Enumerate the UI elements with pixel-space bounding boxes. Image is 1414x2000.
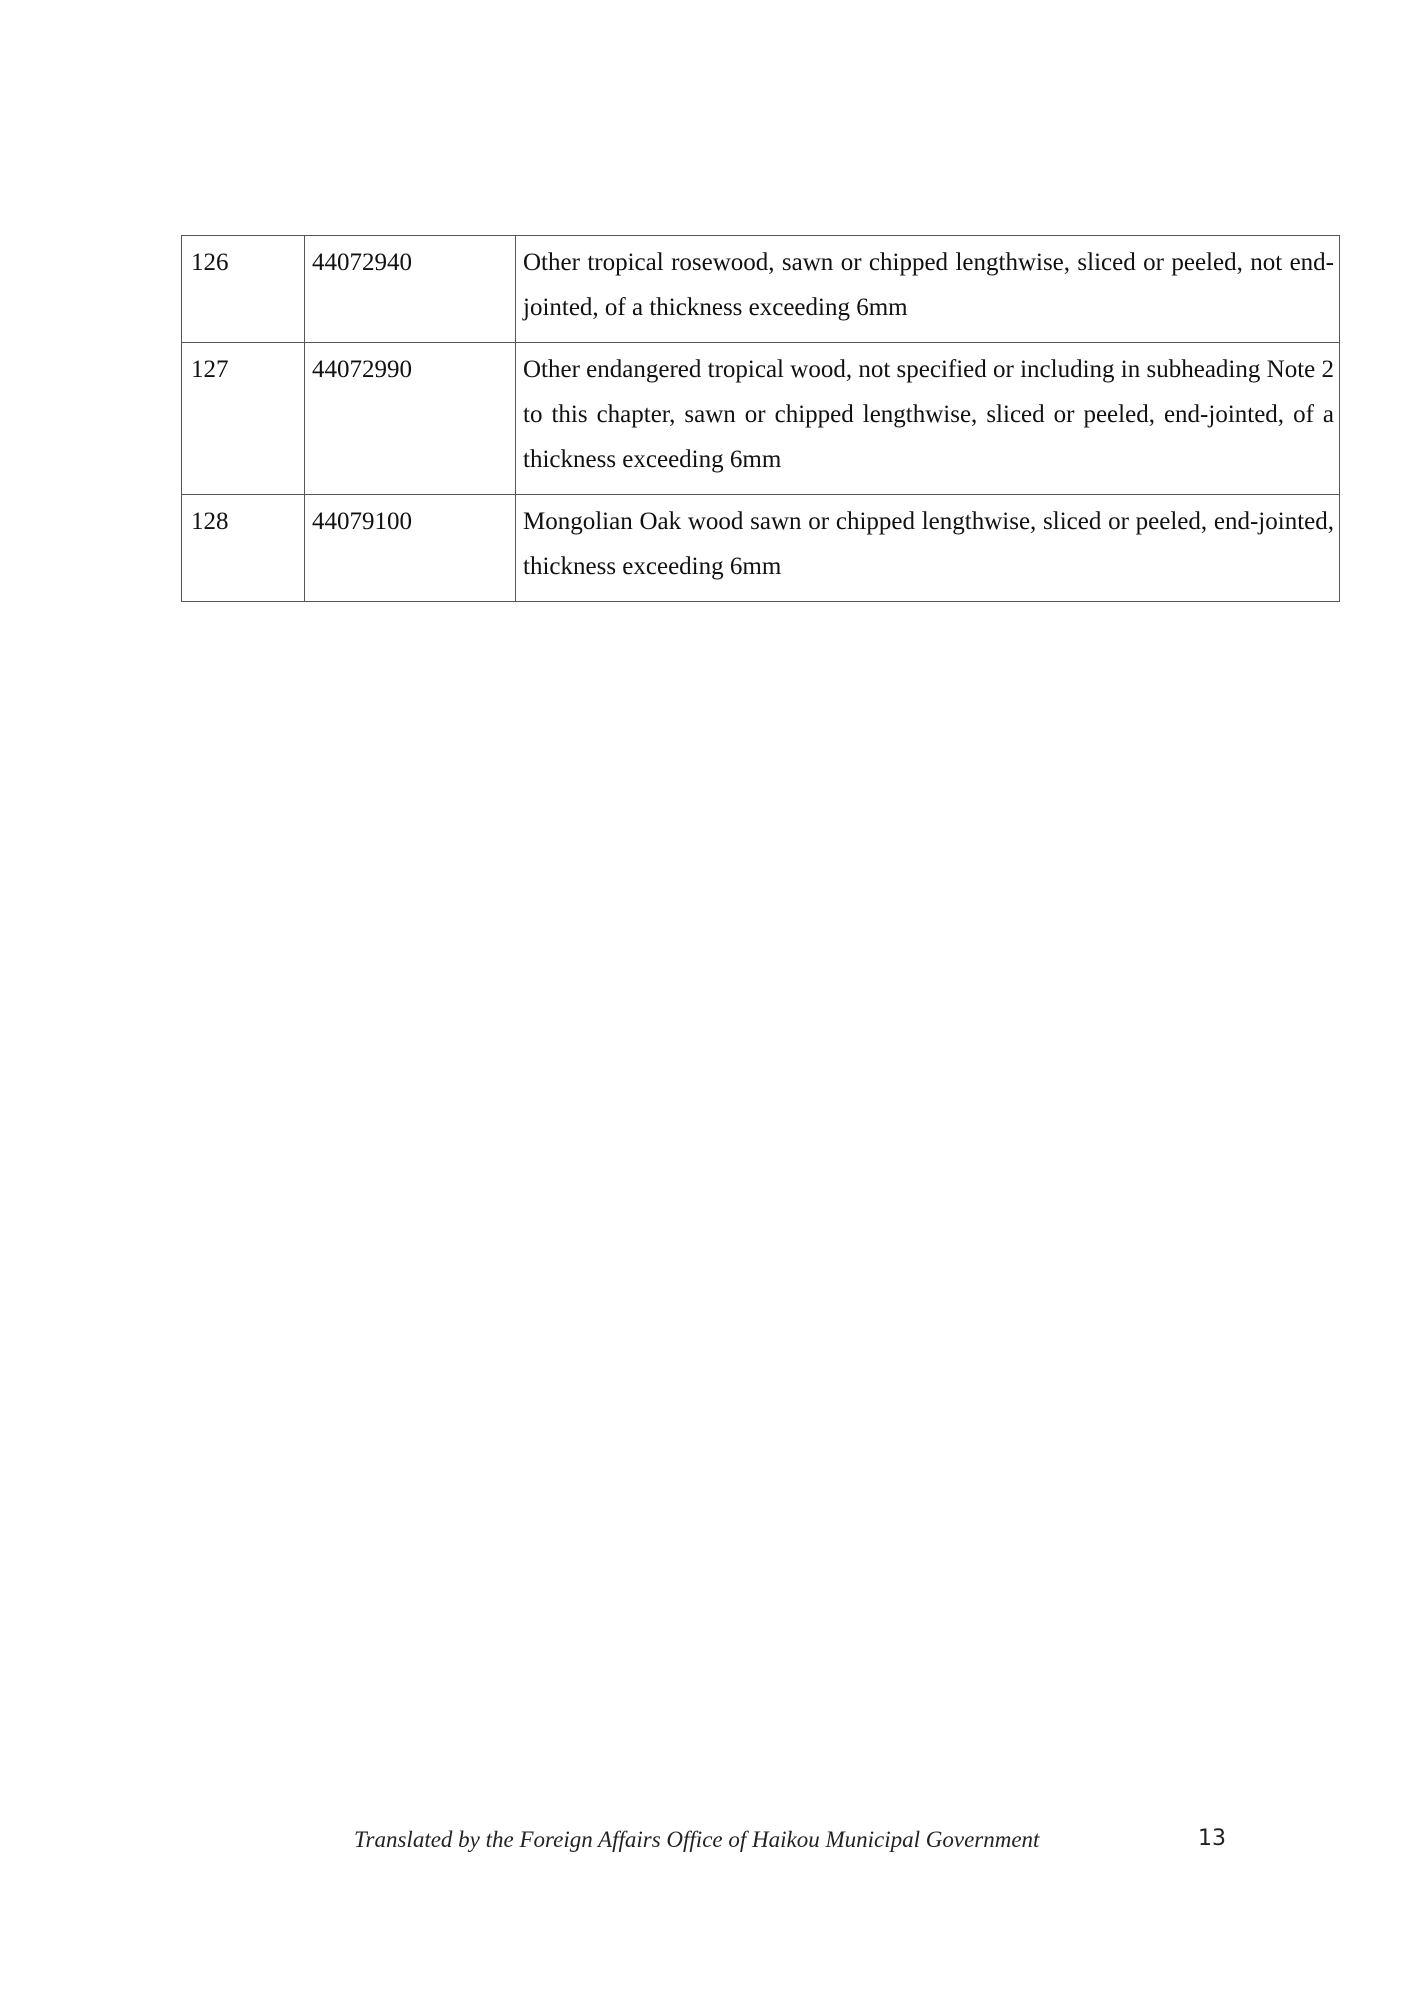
row-number: 127 — [182, 343, 305, 495]
footer-translation-credit: Translated by the Foreign Affairs Office of Haikou Municipal Government — [354, 1827, 1040, 1852]
table-row — [182, 495, 1340, 602]
hs-code: 44079100 — [305, 495, 516, 602]
hs-code: 44072990 — [305, 343, 516, 495]
goods-description: Other tropical rosewood, sawn or chipped lengthwise, sliced or peeled, not end-jointed, of a thickness exceeding 6mm — [516, 236, 1340, 343]
hs-code: 44072940 — [305, 236, 516, 343]
row-number: 128 — [182, 495, 305, 602]
row-number: 126 — [182, 236, 305, 343]
goods-description: Other endangered tropical wood, not specified or including in subheading Note 2 to this chapter, sawn or chipped lengthwise, sliced or peeled, end-jointed, of a thickness exceeding 6mm — [516, 343, 1340, 495]
goods-description: Mongolian Oak wood sawn or chipped lengthwise, sliced or peeled, end-jointed, thickness exceeding 6mm — [516, 495, 1340, 602]
table-row — [182, 236, 1340, 343]
tariff-code-table — [181, 235, 1340, 602]
page-number: 13 — [1198, 1826, 1226, 1851]
table-row — [182, 343, 1340, 495]
